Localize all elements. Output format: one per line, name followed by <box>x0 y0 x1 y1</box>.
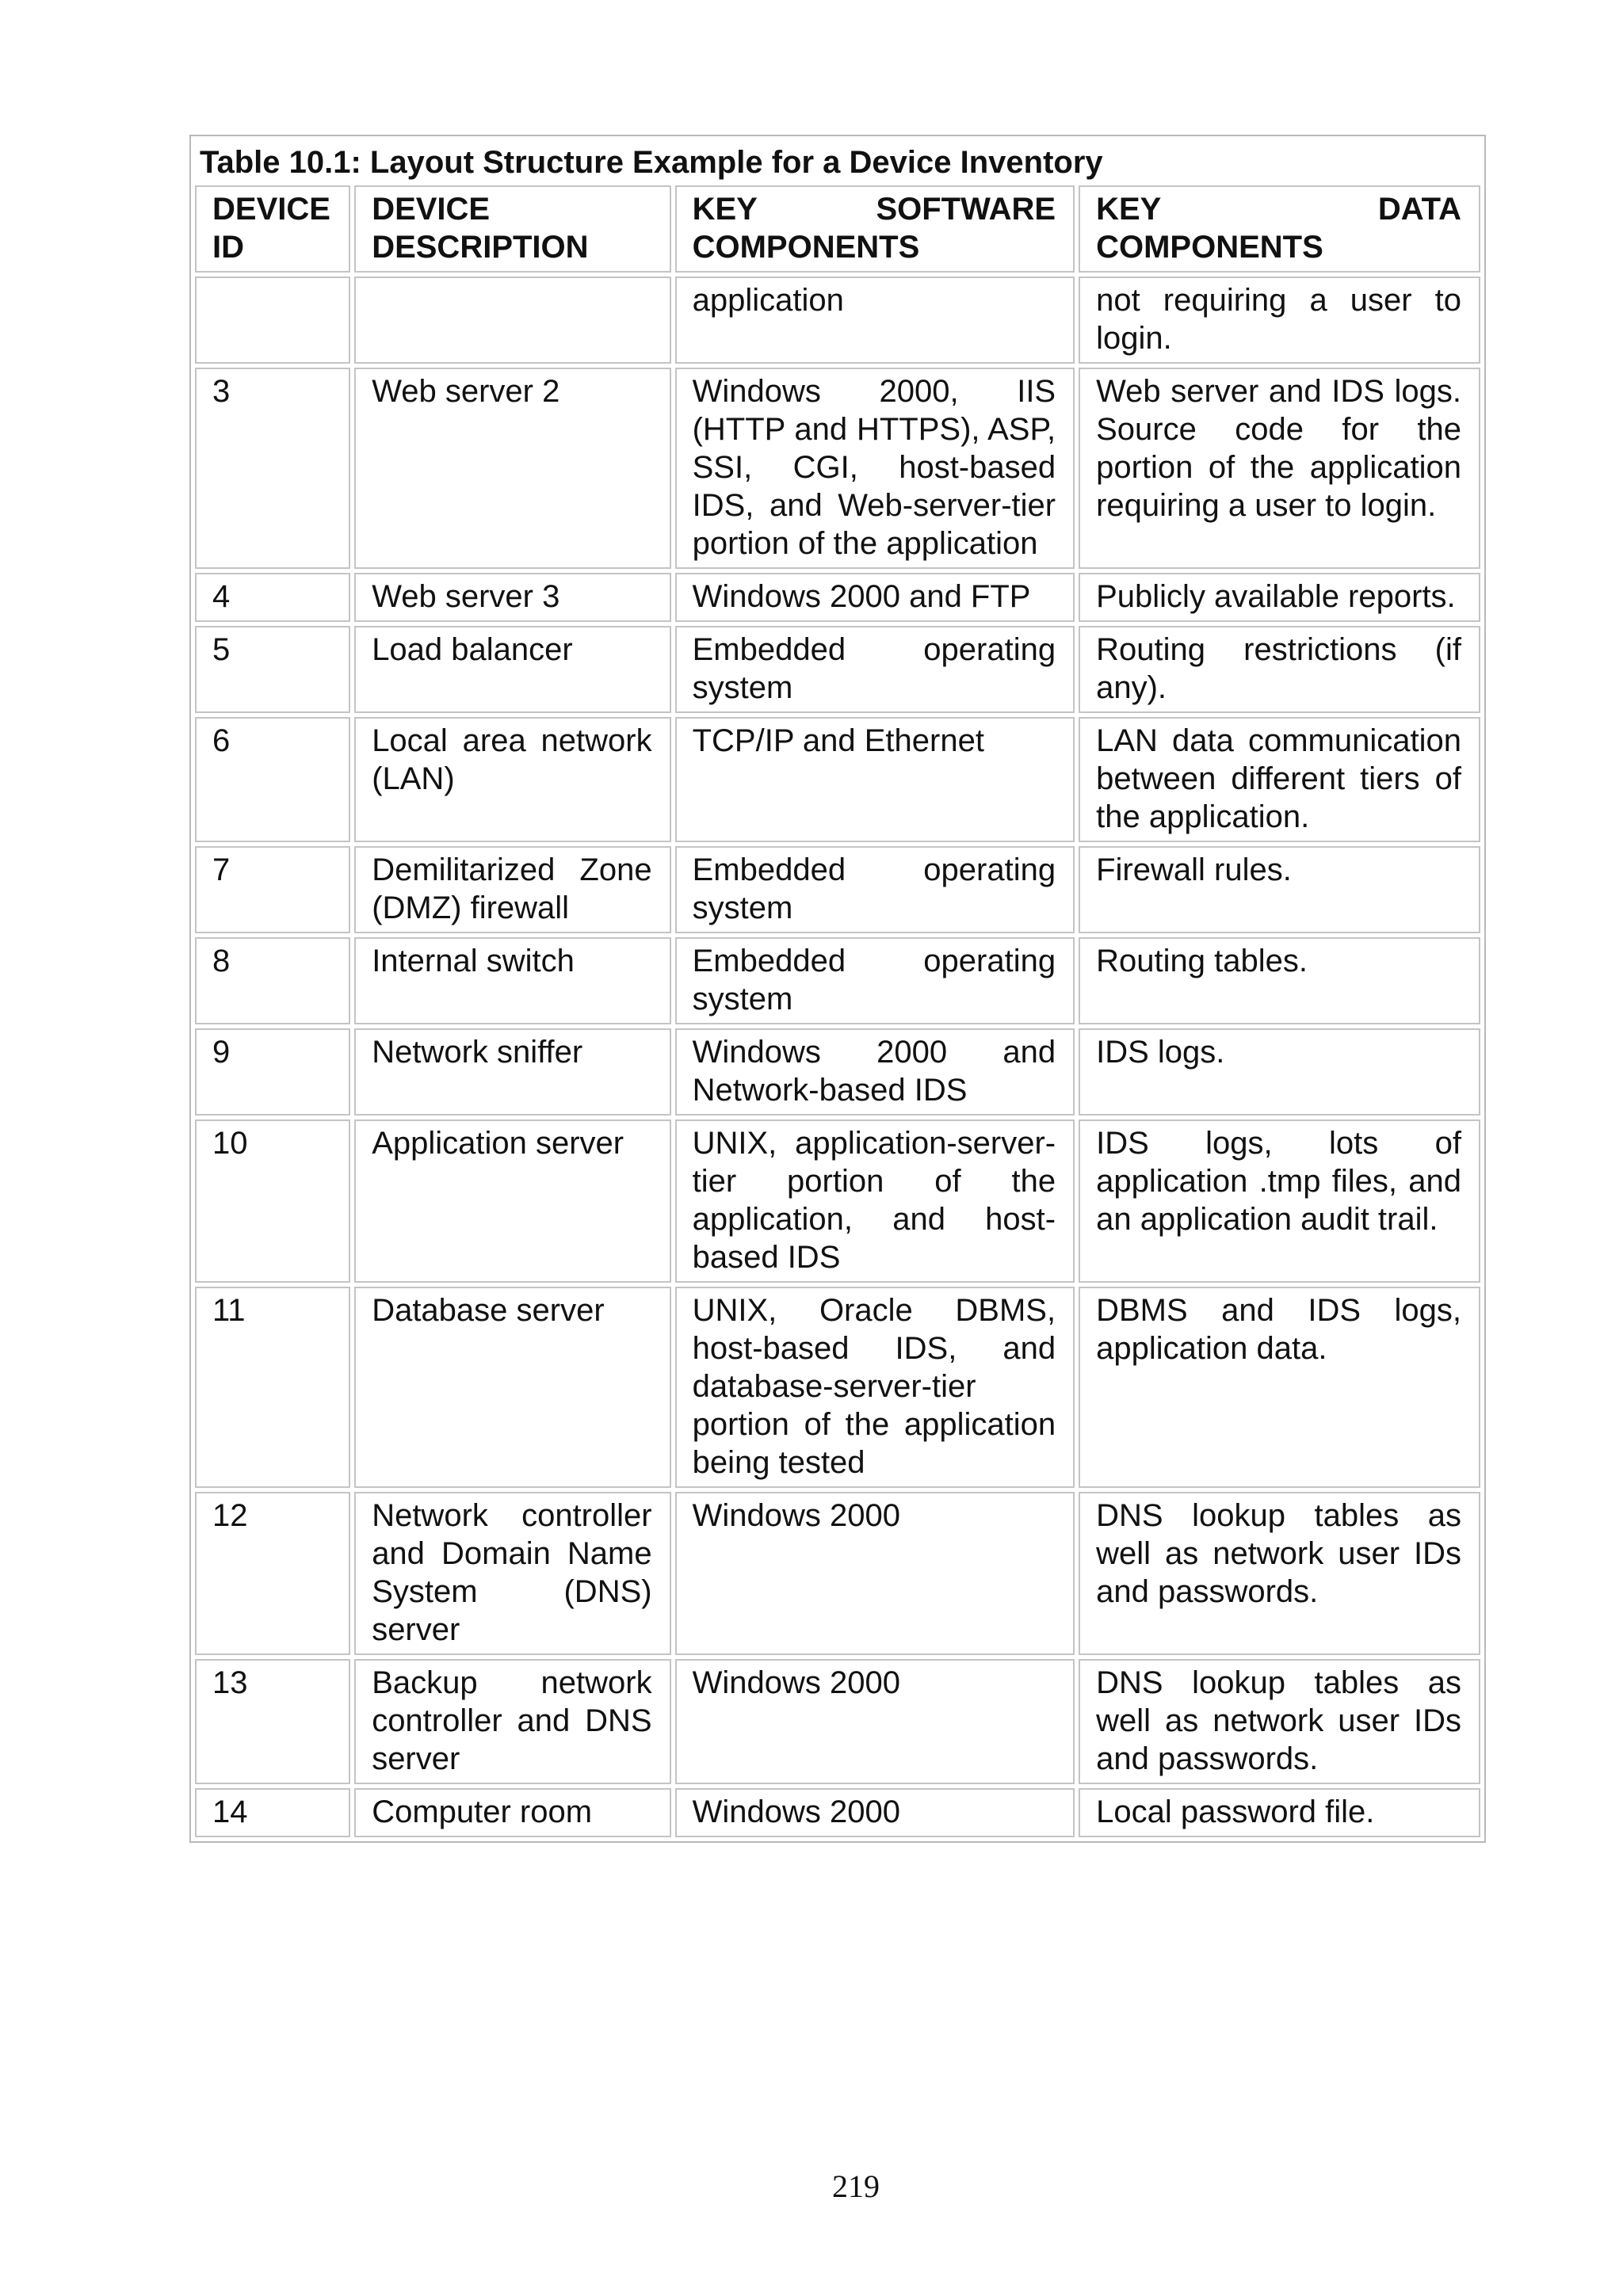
device-id-cell: 9 <box>195 1028 350 1116</box>
device-description-cell: Load balancer <box>354 626 670 713</box>
table-header-row <box>195 185 1480 273</box>
device-description-cell <box>354 277 670 364</box>
header-key-software-components: KEY SOFTWARE COMPONENTS <box>675 185 1075 273</box>
key-software-cell: UNIX, Oracle DBMS, host-based IDS, and database-server-tier portion of the application being tested <box>675 1287 1075 1488</box>
key-software-cell: Windows 2000 <box>675 1659 1075 1784</box>
key-software-cell: Windows 2000 and FTP <box>675 573 1075 622</box>
key-data-cell: Routing tables. <box>1079 937 1480 1024</box>
table-caption: Table 10.1: Layout Structure Example for a Device Inventory <box>200 145 1103 180</box>
device-id-cell: 5 <box>195 626 350 713</box>
key-software-cell: Embedded operating system <box>675 846 1075 933</box>
page-number: 219 <box>832 2168 880 2204</box>
key-software-cell: Windows 2000 and Network-based IDS <box>675 1028 1075 1116</box>
table-row <box>195 1119 1480 1283</box>
device-description-cell: Network sniffer <box>354 1028 670 1116</box>
device-id-cell: 7 <box>195 846 350 933</box>
device-description-cell: Local area network (LAN) <box>354 717 670 842</box>
key-software-cell: Embedded operating system <box>675 937 1075 1024</box>
key-software-cell: Windows 2000 <box>675 1492 1075 1655</box>
device-description-cell: Web server 3 <box>354 573 670 622</box>
key-data-cell: DBMS and IDS logs, application data. <box>1079 1287 1480 1488</box>
key-software-cell: Windows 2000, IIS (HTTP and HTTPS), ASP, SSI, CGI, host-based IDS, and Web-server-tier portion of the application <box>675 368 1075 569</box>
table-row <box>195 1659 1480 1784</box>
device-id-cell <box>195 277 350 364</box>
key-software-cell: Embedded operating system <box>675 626 1075 713</box>
table-row <box>195 368 1480 569</box>
table-row <box>195 1788 1480 1837</box>
key-data-cell: Web server and IDS logs. Source code for the portion of the application requiring a user to login. <box>1079 368 1480 569</box>
key-software-cell: TCP/IP and Ethernet <box>675 717 1075 842</box>
table-row <box>195 1028 1480 1116</box>
device-inventory-table <box>189 135 1486 1843</box>
table-row <box>195 717 1480 842</box>
key-data-cell: Firewall rules. <box>1079 846 1480 933</box>
key-data-cell: IDS logs. <box>1079 1028 1480 1116</box>
device-description-cell: Database server <box>354 1287 670 1488</box>
table-caption-row <box>195 140 1480 181</box>
device-id-cell: 13 <box>195 1659 350 1784</box>
key-data-cell: Publicly available reports. <box>1079 573 1480 622</box>
device-id-cell: 8 <box>195 937 350 1024</box>
table-body <box>195 277 1480 1837</box>
key-data-cell: DNS lookup tables as well as network user IDs and passwords. <box>1079 1492 1480 1655</box>
key-data-cell: Routing restrictions (if any). <box>1079 626 1480 713</box>
header-key-data-components: KEY DATA COMPONENTS <box>1079 185 1480 273</box>
device-description-cell: Demilitarized Zone (DMZ) firewall <box>354 846 670 933</box>
table-row <box>195 573 1480 622</box>
table-row <box>195 846 1480 933</box>
device-description-cell: Computer room <box>354 1788 670 1837</box>
device-description-cell: Backup network controller and DNS server <box>354 1659 670 1784</box>
device-id-cell: 11 <box>195 1287 350 1488</box>
table-row <box>195 277 1480 364</box>
key-data-cell: not requiring a user to login. <box>1079 277 1480 364</box>
table-row <box>195 626 1480 713</box>
device-id-cell: 10 <box>195 1119 350 1283</box>
header-device-id: DEVICE ID <box>195 185 350 273</box>
device-description-cell: Application server <box>354 1119 670 1283</box>
key-data-cell: DNS lookup tables as well as network user IDs and passwords. <box>1079 1659 1480 1784</box>
table-row <box>195 937 1480 1024</box>
table-row <box>195 1287 1480 1488</box>
device-id-cell: 4 <box>195 573 350 622</box>
table-row <box>195 1492 1480 1655</box>
device-description-cell: Network controller and Domain Name System (DNS) server <box>354 1492 670 1655</box>
header-device-description: DEVICE DESCRIPTION <box>354 185 670 273</box>
device-id-cell: 12 <box>195 1492 350 1655</box>
device-description-cell: Internal switch <box>354 937 670 1024</box>
key-software-cell: application <box>675 277 1075 364</box>
device-id-cell: 3 <box>195 368 350 569</box>
key-software-cell: UNIX, application-server-tier portion of the application, and host-based IDS <box>675 1119 1075 1283</box>
device-description-cell: Web server 2 <box>354 368 670 569</box>
device-id-cell: 6 <box>195 717 350 842</box>
key-data-cell: IDS logs, lots of application .tmp files, and an application audit trail. <box>1079 1119 1480 1283</box>
key-software-cell: Windows 2000 <box>675 1788 1075 1837</box>
key-data-cell: LAN data communication between different tiers of the application. <box>1079 717 1480 842</box>
device-id-cell: 14 <box>195 1788 350 1837</box>
key-data-cell: Local password file. <box>1079 1788 1480 1837</box>
